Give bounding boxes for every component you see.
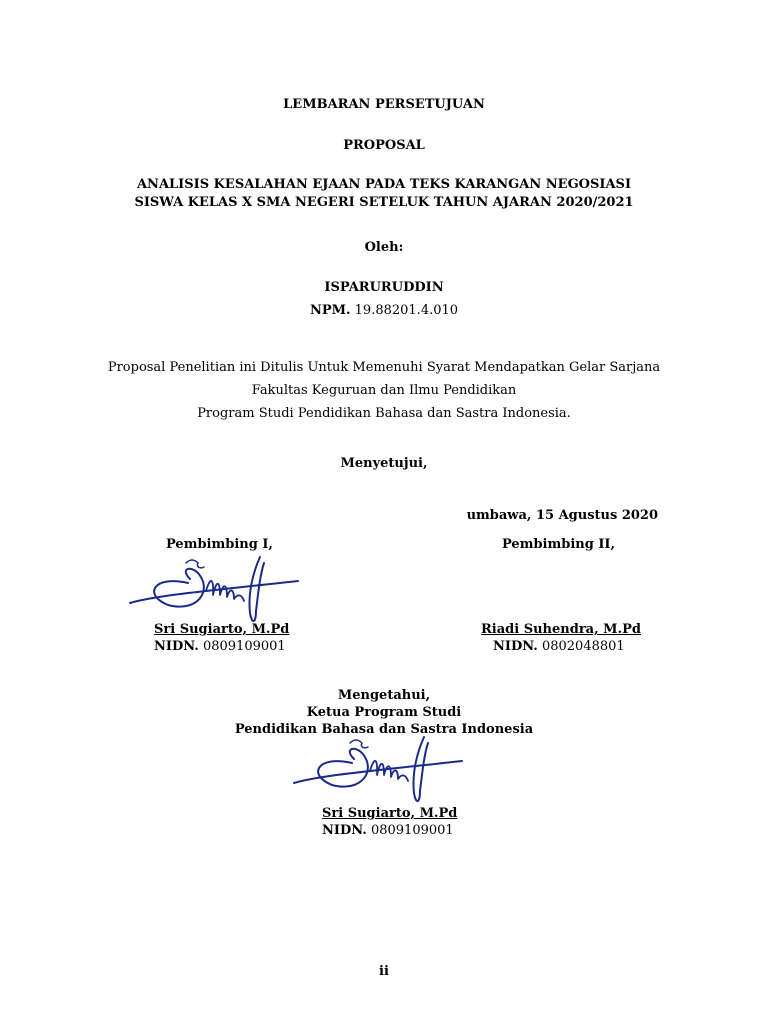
by-label: Oleh: (364, 240, 404, 255)
page-title: LEMBARAN PERSETUJUAN (283, 97, 485, 112)
acknowledge-label: Mengetahui, (337, 688, 431, 703)
npm-label: NPM. (309, 303, 351, 318)
purpose-line-1: Proposal Penelitian ini Ditulis Untuk Memenuhi Syarat Mendapatkan Gelar Sarjana (107, 360, 661, 375)
purpose-line-3: Program Studi Pendidikan Bahasa dan Sastra Indonesia. (197, 406, 571, 421)
advisor-1-role: Pembimbing I, (166, 537, 273, 552)
advisor-1-signature (128, 555, 303, 630)
purpose-line-2: Fakultas Keguruan dan Ilmu Pendidikan (251, 383, 517, 398)
npm-value: 19.88201.4.010 (354, 303, 459, 318)
author-npm (0, 303, 768, 318)
advisor-2-nidn-value: 0802048801 (541, 639, 625, 654)
head-nidn-value: 0809109001 (370, 823, 454, 838)
advisor-2-role: Pembimbing II, (502, 537, 616, 552)
research-title-line-2: SISWA KELAS X SMA NEGERI SETELUK TAHUN AJARAN 2020/2021 (134, 195, 634, 210)
head-signature (292, 735, 467, 810)
advisor-2-nidn-label: NIDN. (493, 639, 538, 654)
author-name: ISPARURUDDIN (324, 280, 444, 295)
advisor-1-name: Sri Sugiarto, M.Pd (154, 622, 290, 637)
research-title-line-1: ANALISIS KESALAHAN EJAAN PADA TEKS KARANGAN NEGOSIASI (136, 177, 632, 192)
document-type: PROPOSAL (343, 138, 425, 153)
page-number: ii (379, 964, 389, 979)
head-nidn (322, 823, 454, 838)
advisor-2-name: Riadi Suhendra, M.Pd (481, 622, 641, 637)
advisor-1-nidn-label: NIDN. (154, 639, 199, 654)
head-nidn-label: NIDN. (322, 823, 367, 838)
approval-label: Menyetujui, (340, 456, 428, 471)
acknowledge-role-line-2: Pendidikan Bahasa dan Sastra Indonesia (234, 722, 534, 737)
acknowledge-role-line-1: Ketua Program Studi (306, 705, 462, 720)
advisor-2-nidn (493, 639, 625, 654)
head-name: Sri Sugiarto, M.Pd (322, 806, 458, 821)
place-date: umbawa, 15 Agustus 2020 (466, 508, 658, 523)
advisor-1-nidn (154, 639, 286, 654)
advisor-1-nidn-value: 0809109001 (202, 639, 286, 654)
